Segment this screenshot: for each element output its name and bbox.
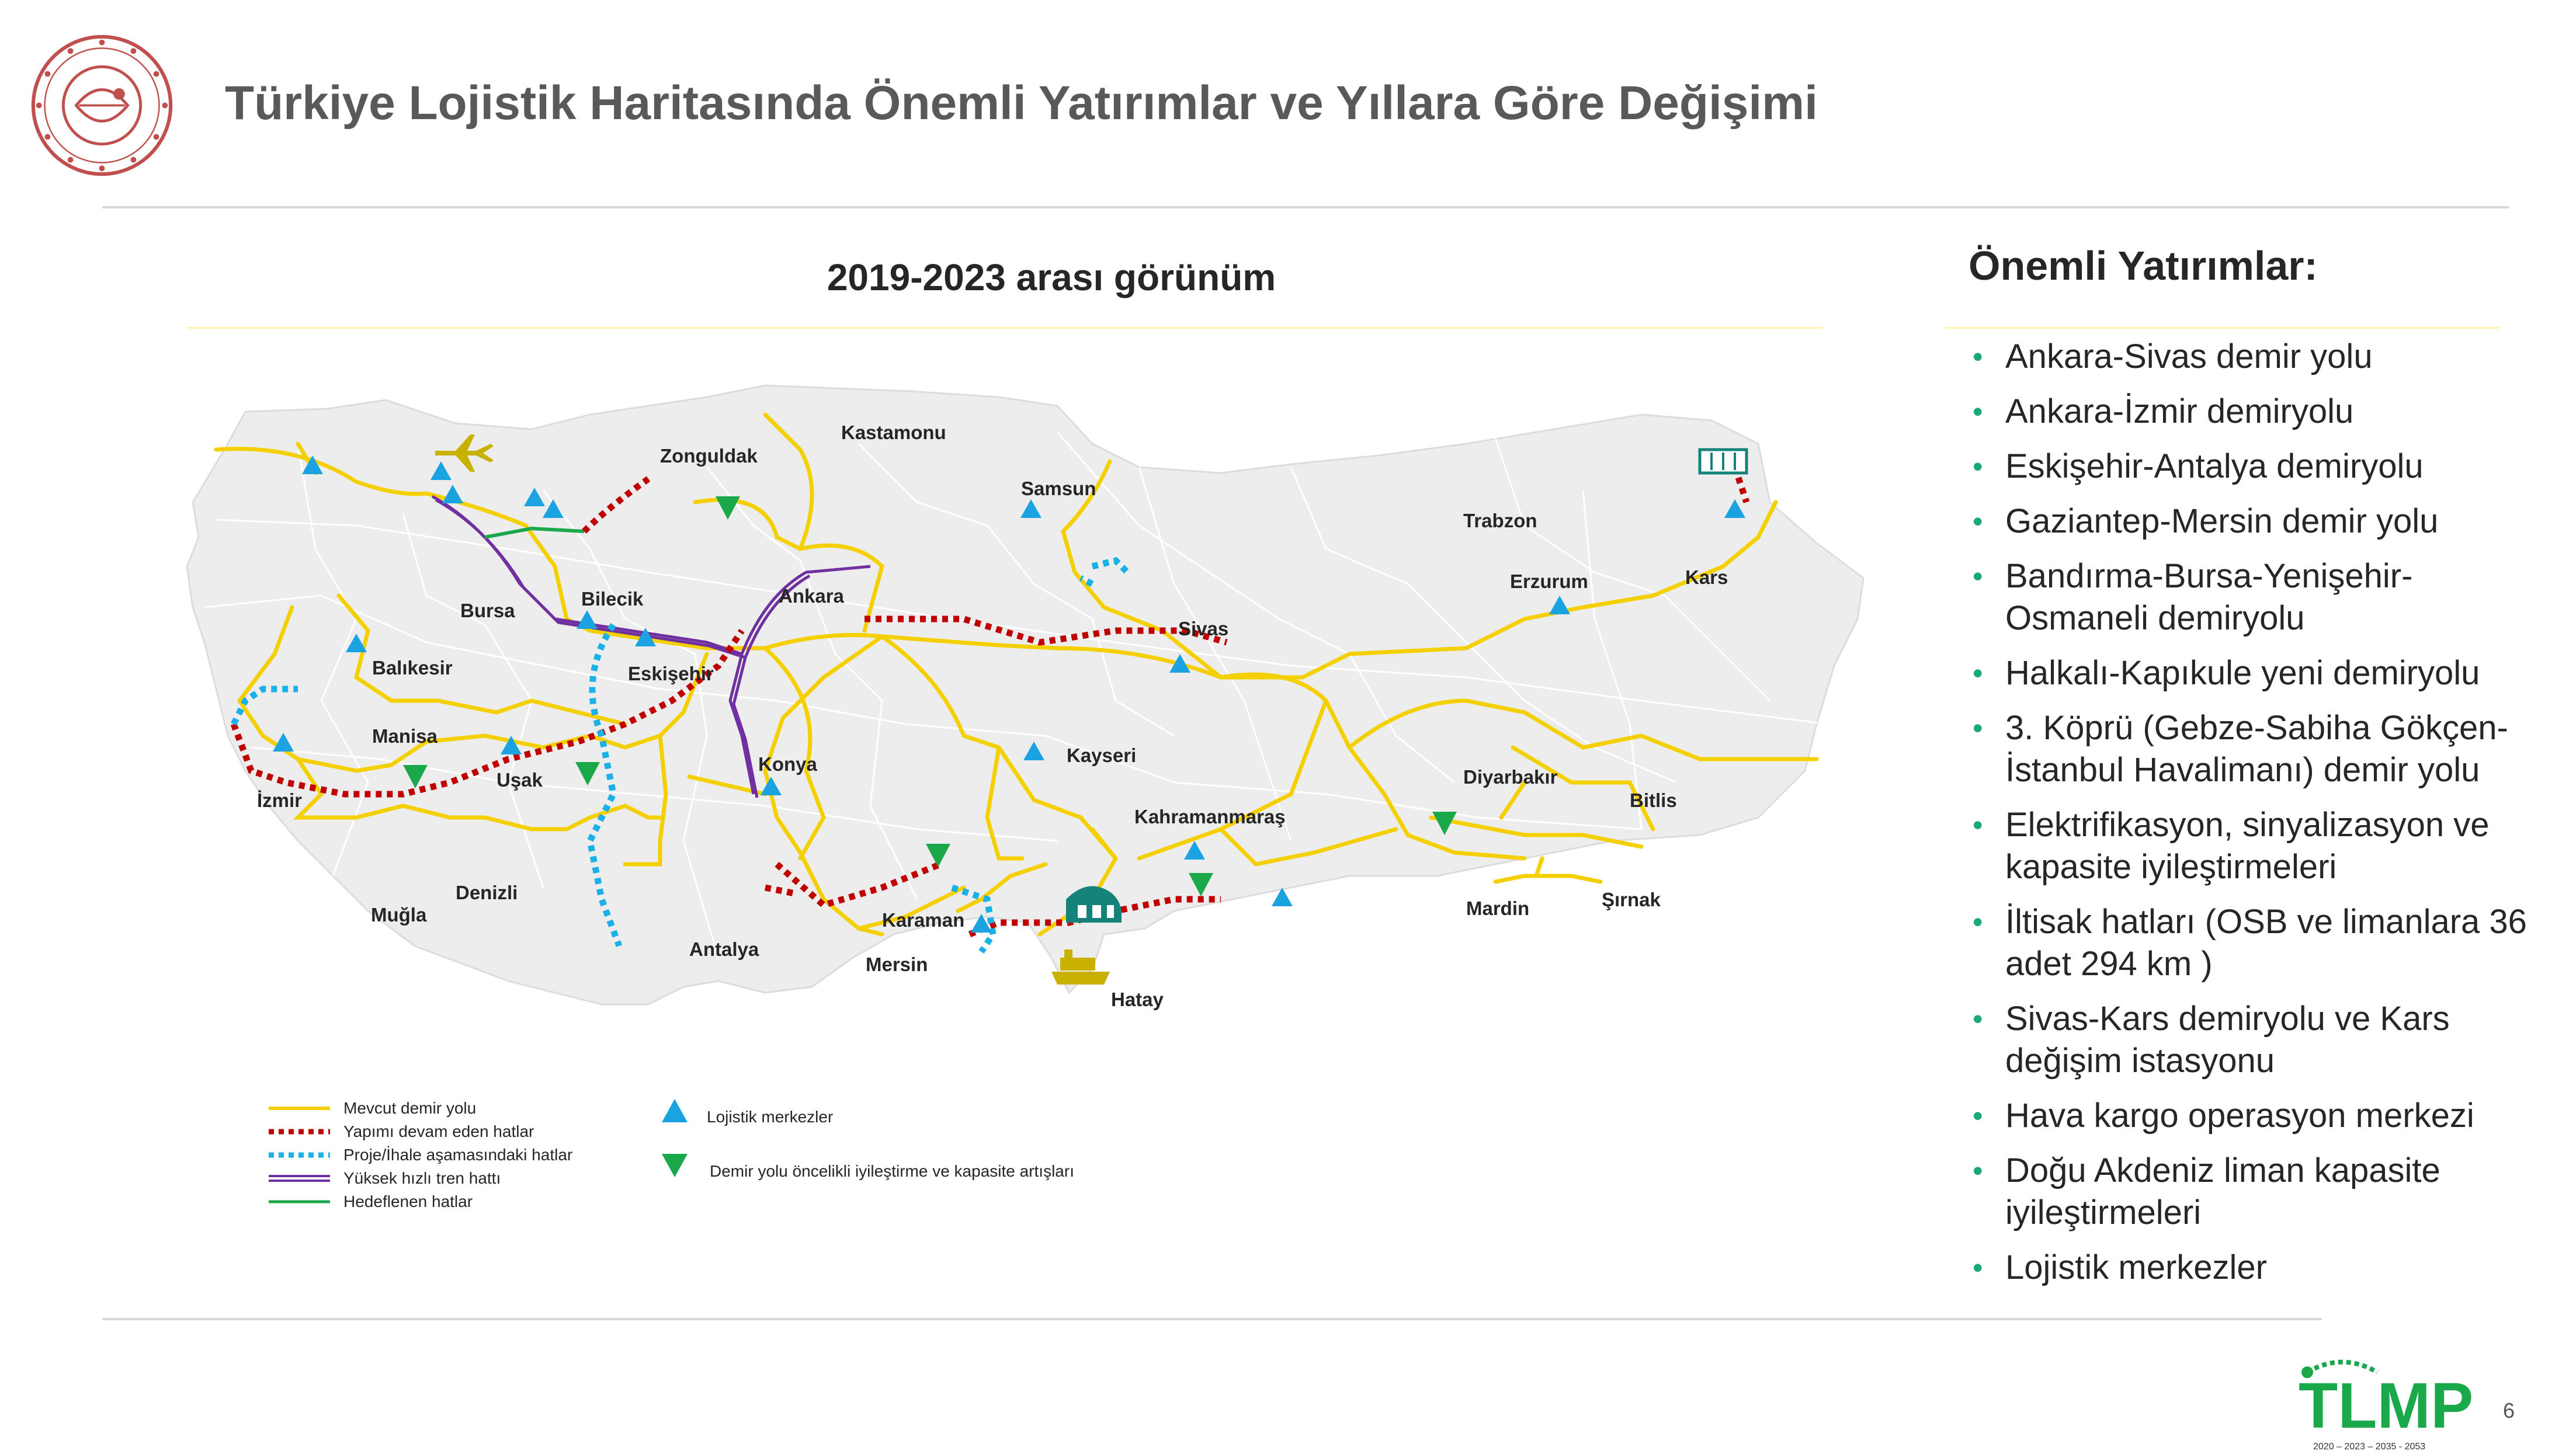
bullet-icon: • xyxy=(1973,1154,1983,1187)
footer-divider xyxy=(102,1318,2322,1320)
list-item: • Bandırma-Bursa-Yenişehir-Osmaneli demiryolu xyxy=(1966,555,2556,639)
city-label-zonguldak: Zonguldak xyxy=(660,445,758,467)
bullet-icon: • xyxy=(1973,1003,1983,1035)
legend-line-swatches xyxy=(266,1098,348,1209)
list-item: • Doğu Akdeniz liman kapasite iyileştirmeleri xyxy=(1966,1150,2556,1234)
legend-priority-improvement: Demir yolu öncelikli iyileştirme ve kapasite artışları xyxy=(710,1162,1074,1180)
map-subtitle: 2019-2023 arası görünüm xyxy=(827,256,1276,298)
list-item: • Gaziantep-Mersin demir yolu xyxy=(1966,500,2556,542)
city-label-bilecik: Bilecik xyxy=(581,588,644,610)
city-label-ankara: Ankara xyxy=(779,585,844,607)
bullet-icon: • xyxy=(1973,906,1983,938)
tlmp-logo xyxy=(2296,1355,2488,1454)
page-number: 6 xyxy=(2503,1399,2515,1422)
investments-list xyxy=(1966,336,2556,1302)
container-icon xyxy=(1700,450,1747,473)
city-label-antalya: Antalya xyxy=(689,938,759,960)
bullet-icon: • xyxy=(1973,395,1983,428)
page-title: Türkiye Lojistik Haritasında Önemli Yatırımlar ve Yıllara Göre Değişimi xyxy=(225,76,1818,130)
city-label-bursa: Bursa xyxy=(460,600,515,621)
city-label-denizli: Denizli xyxy=(456,882,518,903)
city-label-diyarbakir: Diyarbakır xyxy=(1463,766,1558,788)
city-label-balikesir: Balıkesir xyxy=(372,657,453,679)
bullet-icon: • xyxy=(1973,712,1983,745)
legend-marker-swatches xyxy=(660,1098,689,1180)
city-label-konya: Konya xyxy=(758,753,817,775)
city-label-manisa: Manisa xyxy=(372,725,438,747)
legend-under-construction: Yapımı devam eden hatlar xyxy=(343,1122,534,1140)
city-label-erzurum: Erzurum xyxy=(1510,571,1588,592)
city-label-trabzon: Trabzon xyxy=(1463,510,1537,531)
investments-divider xyxy=(1945,327,2500,329)
city-label-sirnak: Şırnak xyxy=(1602,889,1661,910)
bullet-icon: • xyxy=(1973,1100,1983,1132)
city-label-mersin: Mersin xyxy=(866,954,928,975)
bullet-icon: • xyxy=(1973,450,1983,483)
list-item: • Lojistik merkezler xyxy=(1966,1247,2556,1289)
header-divider xyxy=(102,206,2509,208)
bullet-icon: • xyxy=(1973,809,1983,841)
bullet-icon: • xyxy=(1973,560,1983,593)
bullet-icon: • xyxy=(1973,657,1983,690)
city-label-eskisehir: Eskişehir xyxy=(628,663,714,684)
list-item: • Hava kargo operasyon merkezi xyxy=(1966,1095,2556,1137)
list-item: • Elektrifikasyon, sinyalizasyon ve kapasite iyileştirmeleri xyxy=(1966,804,2556,888)
city-label-hatay: Hatay xyxy=(1111,989,1164,1010)
investments-title: Önemli Yatırımlar: xyxy=(1969,243,2318,288)
city-label-kayseri: Kayseri xyxy=(1067,745,1137,766)
bullet-icon: • xyxy=(1973,1251,1983,1284)
svg-text:TLMP: TLMP xyxy=(2299,1370,2474,1442)
list-item: • İltisak hatları (OSB ve limanlara 36 adet 294 km ) xyxy=(1966,901,2556,985)
legend-project-tender: Proje/İhale aşamasındaki hatlar xyxy=(343,1146,573,1164)
city-label-izmir: İzmir xyxy=(257,789,303,811)
city-label-bitlis: Bitlis xyxy=(1630,789,1677,811)
legend-existing-rail: Mevcut demir yolu xyxy=(343,1099,477,1117)
city-label-samsun: Samsun xyxy=(1021,478,1096,499)
map-subtitle-divider xyxy=(187,327,1822,329)
city-label-kars: Kars xyxy=(1685,566,1728,588)
list-item: • Ankara-İzmir demiryolu xyxy=(1966,391,2556,433)
turkey-logistics-map xyxy=(181,374,1875,1063)
city-label-sivas: Sivas xyxy=(1178,618,1229,639)
list-item: • Halkalı-Kapıkule yeni demiryolu xyxy=(1966,652,2556,694)
city-label-kahramanmaras: Kahramanmaraş xyxy=(1134,806,1286,827)
list-item: • Eskişehir-Antalya demiryolu xyxy=(1966,446,2556,488)
city-label-usak: Uşak xyxy=(497,769,543,791)
bullet-icon: • xyxy=(1973,340,1983,373)
legend-targeted: Hedeflenen hatlar xyxy=(343,1192,473,1210)
list-item: • Sivas-Kars demiryolu ve Kars değişim istasyonu xyxy=(1966,998,2556,1082)
city-label-kastamonu: Kastamonu xyxy=(841,422,946,443)
svg-text:2020 – 2023 – 2035 - 2053: 2020 – 2023 – 2035 - 2053 xyxy=(2313,1442,2426,1452)
list-item: • Ankara-Sivas demir yolu xyxy=(1966,336,2556,378)
bullet-icon: • xyxy=(1973,505,1983,538)
ministry-logo xyxy=(30,34,173,177)
city-label-mardin: Mardin xyxy=(1466,898,1530,919)
legend-logistics-centers: Lojistik merkezler xyxy=(707,1108,834,1126)
city-label-mugla: Muğla xyxy=(371,904,427,926)
list-item: • 3. Köprü (Gebze-Sabiha Gökçen-İstanbul Havalimanı) demir yolu xyxy=(1966,707,2556,791)
legend-high-speed: Yüksek hızlı tren hattı xyxy=(343,1169,501,1187)
city-label-karaman: Karaman xyxy=(882,909,965,931)
